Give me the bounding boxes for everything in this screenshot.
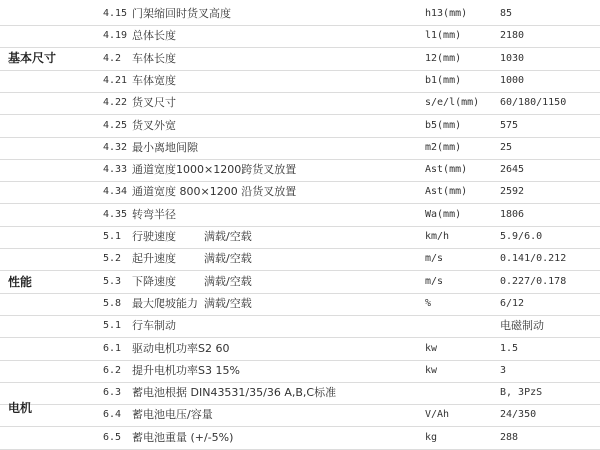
table-row (0, 25, 600, 48)
row-value: 24/350 (500, 409, 537, 421)
row-item: 车体长度 (132, 51, 176, 65)
row-condition: 满载/空载 (204, 274, 252, 288)
row-symbol: Ast(mm) (425, 186, 468, 198)
row-symbol: kw (425, 364, 438, 376)
row-item: 蓄电池重量 (+/-5%) (132, 430, 234, 444)
row-number: 4.33 (103, 164, 128, 176)
row-value: 电磁制动 (500, 319, 544, 333)
row-value: 2180 (500, 30, 525, 42)
row-symbol: Wa(mm) (425, 208, 462, 220)
row-item: 货叉外宽 (132, 118, 176, 132)
table-row (0, 48, 600, 71)
row-condition: 满载/空载 (204, 296, 252, 310)
row-symbol: m2(mm) (425, 141, 462, 153)
table-row (0, 92, 600, 115)
row-value: 2645 (500, 164, 525, 176)
row-value: 288 (500, 431, 519, 443)
row-symbol: Ast(mm) (425, 164, 468, 176)
table-row (0, 427, 600, 450)
row-number: 6.3 (103, 387, 122, 399)
row-value: 25 (500, 141, 513, 153)
row-value: 5.9/6.0 (500, 231, 543, 242)
table-row (0, 248, 600, 271)
row-number: 4.19 (103, 30, 128, 42)
row-condition: 满载/空载 (204, 230, 252, 243)
row-symbol: h13(mm) (425, 8, 468, 19)
table-row (0, 271, 600, 294)
row-item: 起升速度 (132, 252, 176, 266)
row-item: 车体宽度 (132, 73, 176, 87)
row-value: B, 3PzS (500, 387, 543, 399)
row-item: 通道宽度1000×1200跨货叉放置 (132, 163, 297, 177)
row-value: 0.141/0.212 (500, 253, 567, 265)
row-value: 85 (500, 8, 513, 19)
row-symbol: kw (425, 342, 438, 354)
row-number: 4.15 (103, 8, 128, 19)
row-symbol: b5(mm) (425, 119, 462, 131)
row-item: 蓄电池电压/容量 (132, 408, 213, 422)
table-row (0, 338, 600, 361)
row-value: 6/12 (500, 297, 525, 309)
row-number: 4.35 (103, 208, 128, 220)
table-row (0, 3, 600, 26)
row-item: 提升电机功率S3 15% (132, 363, 240, 377)
row-number: 5.3 (103, 275, 122, 287)
row-number: 6.4 (103, 409, 122, 421)
row-item: 门架缩回时货叉高度 (132, 7, 231, 20)
row-item: 行车制动 (132, 319, 176, 333)
row-value: 3 (500, 364, 507, 376)
row-number: 4.34 (103, 186, 128, 198)
row-symbol: m/s (425, 253, 444, 265)
row-value: 1030 (500, 52, 525, 64)
row-number: 4.25 (103, 119, 128, 131)
row-number: 6.5 (103, 431, 122, 443)
row-item: 蓄电池根据 DIN43531/35/36 A,B,C标准 (132, 386, 337, 400)
row-number: 4.22 (103, 97, 128, 109)
row-symbol: km/h (425, 231, 450, 242)
row-item: 最小离地间隙 (132, 140, 198, 154)
section-label-dimensions: 基本尺寸 (8, 51, 57, 65)
table-row (0, 293, 600, 316)
row-value: 2592 (500, 186, 525, 198)
row-symbol: s/e/l(mm) (425, 97, 480, 109)
row-item: 最大爬坡能力 (132, 296, 198, 310)
row-symbol: m/s (425, 275, 444, 287)
table-row (0, 70, 600, 93)
row-symbol: % (425, 297, 432, 309)
row-item: 驱动电机功率S2 60 (132, 341, 230, 355)
table-row (0, 226, 600, 249)
row-item: 下降速度 (132, 274, 176, 288)
row-number: 5.1 (103, 320, 122, 332)
table-row (0, 181, 600, 204)
row-item: 货叉尺寸 (132, 96, 176, 110)
table-row (0, 159, 600, 182)
table-row (0, 137, 600, 160)
row-number: 5.2 (103, 253, 122, 265)
table-row (0, 315, 600, 338)
row-number: 4.32 (103, 141, 128, 153)
row-number: 6.2 (103, 364, 122, 376)
row-value: 1806 (500, 208, 525, 220)
row-item: 转弯半径 (132, 207, 176, 221)
row-value: 575 (500, 119, 519, 131)
row-symbol: b1(mm) (425, 74, 462, 86)
row-number: 5.1 (103, 231, 122, 242)
row-number: 4.2 (103, 52, 122, 64)
row-condition: 满载/空载 (204, 252, 252, 266)
table-row (0, 360, 600, 383)
section-label-performance: 性能 (8, 275, 33, 289)
table-row (0, 204, 600, 227)
row-symbol: 12(mm) (425, 52, 462, 64)
row-symbol: kg (425, 431, 438, 443)
row-value: 0.227/0.178 (500, 275, 567, 287)
table-row (0, 115, 600, 138)
row-value: 60/180/1150 (500, 97, 567, 109)
row-number: 4.21 (103, 74, 128, 86)
row-item: 行驶速度 (132, 230, 176, 243)
row-number: 5.8 (103, 297, 122, 309)
row-symbol: V/Ah (425, 409, 450, 421)
table-row (0, 404, 600, 427)
row-value: 1.5 (500, 342, 519, 354)
row-number: 6.1 (103, 342, 122, 354)
row-item: 通道宽度 800×1200 沿货叉放置 (132, 185, 297, 199)
table-row (0, 382, 600, 405)
row-symbol: l1(mm) (425, 30, 462, 42)
section-label-motor: 电机 (8, 401, 33, 415)
row-item: 总体长度 (132, 29, 176, 43)
row-value: 1000 (500, 74, 525, 86)
